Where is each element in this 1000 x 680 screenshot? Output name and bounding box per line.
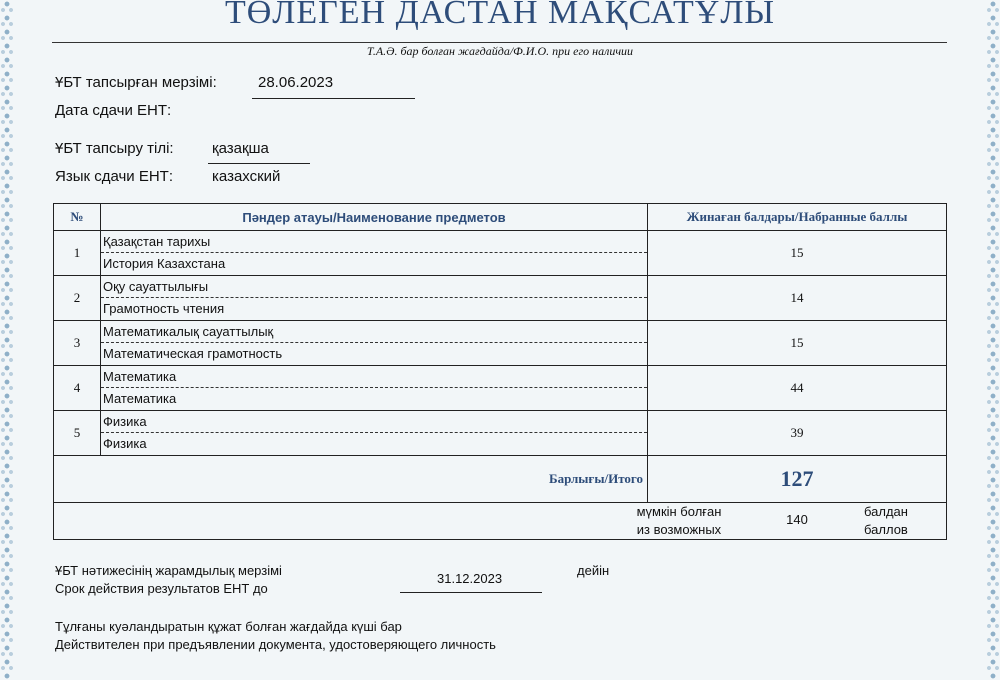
row-number: 3 — [54, 321, 101, 366]
note-kz: Тұлғаны куәландыратын құжат болған жағдайда күші бар — [55, 619, 402, 634]
subject-name-ru: Математическая грамотность — [103, 346, 283, 361]
row-subject — [101, 276, 648, 321]
subject-name-kz: Қазақстан тарихы — [101, 231, 647, 253]
exam-lang-value-kz: қазақша — [212, 140, 269, 157]
validity-label-ru: Срок действия результатов ЕНТ до — [55, 581, 268, 596]
row-score: 39 — [648, 411, 947, 456]
table-row — [54, 321, 947, 366]
subject-name-kz: Математика — [101, 366, 647, 388]
exam-lang-label-ru: Язык сдачи ЕНТ: — [55, 168, 174, 185]
subject-name-ru: Грамотность чтения — [103, 301, 225, 316]
exam-lang-underline — [208, 163, 310, 164]
max-score-cell — [54, 503, 947, 540]
total-label: Барлығы/Итого — [54, 456, 648, 503]
row-subject — [101, 411, 648, 456]
subject-name-kz: Физика — [101, 411, 647, 433]
table-header-row — [54, 204, 947, 231]
validity-date-underline — [400, 592, 542, 593]
row-number: 4 — [54, 366, 101, 411]
decorative-border-right — [986, 0, 1000, 680]
max-suffix-kz: балдан — [864, 504, 908, 519]
header-subject: Пәндер атауы/Наименование предметов — [101, 204, 648, 231]
row-subject — [101, 321, 648, 366]
header-score: Жинаған балдары/Набранные баллы — [648, 204, 947, 231]
subject-name-kz: Оқу сауаттылығы — [101, 276, 647, 298]
full-name-title: ТӨЛЕГЕН ДАСТАН МАҚСАТҰЛЫ — [224, 0, 776, 31]
exam-lang-value-ru: казахский — [212, 168, 281, 185]
subject-name-ru: Математика — [103, 391, 177, 406]
row-number: 1 — [54, 231, 101, 276]
max-score-row — [54, 503, 947, 540]
header-number: № — [54, 204, 101, 231]
exam-date-label-ru: Дата сдачи ЕНТ: — [55, 102, 172, 119]
table-row — [54, 366, 947, 411]
subject-name-ru: История Казахстана — [103, 256, 226, 271]
scores-table — [53, 203, 947, 540]
max-label-kz: мүмкін болған — [636, 504, 722, 519]
decorative-border-left — [0, 0, 14, 680]
exam-date-label-kz: ҰБТ тапсырған мерзімі: — [55, 74, 217, 91]
row-score: 14 — [648, 276, 947, 321]
note-ru: Действителен при предъявлении документа, удостоверяющего личность — [55, 637, 496, 652]
title-underline — [52, 42, 947, 43]
row-score: 44 — [648, 366, 947, 411]
max-value: 140 — [786, 512, 808, 527]
subject-name-ru: Физика — [103, 436, 147, 451]
validity-suffix: дейін — [577, 563, 610, 578]
validity-date-value: 31.12.2023 — [437, 571, 503, 586]
exam-lang-label-kz: ҰБТ тапсыру тілі: — [55, 140, 174, 157]
table-row — [54, 276, 947, 321]
name-caption: Т.А.Ә. бар болған жағдайда/Ф.И.О. при его наличии — [366, 44, 634, 58]
exam-date-underline — [252, 98, 415, 99]
table-row — [54, 411, 947, 456]
row-subject — [101, 231, 648, 276]
row-number: 2 — [54, 276, 101, 321]
row-score: 15 — [648, 231, 947, 276]
row-subject — [101, 366, 648, 411]
subject-name-kz: Математикалық сауаттылық — [101, 321, 647, 343]
total-value: 127 — [648, 456, 947, 503]
exam-date-value: 28.06.2023 — [258, 74, 334, 91]
table-row — [54, 231, 947, 276]
total-row — [54, 456, 947, 503]
max-label-ru: из возможных — [636, 522, 722, 537]
max-suffix-ru: баллов — [864, 522, 908, 537]
validity-label-kz: ҰБТ нәтижесінің жарамдылық мерзімі — [55, 563, 282, 578]
row-number: 5 — [54, 411, 101, 456]
row-score: 15 — [648, 321, 947, 366]
